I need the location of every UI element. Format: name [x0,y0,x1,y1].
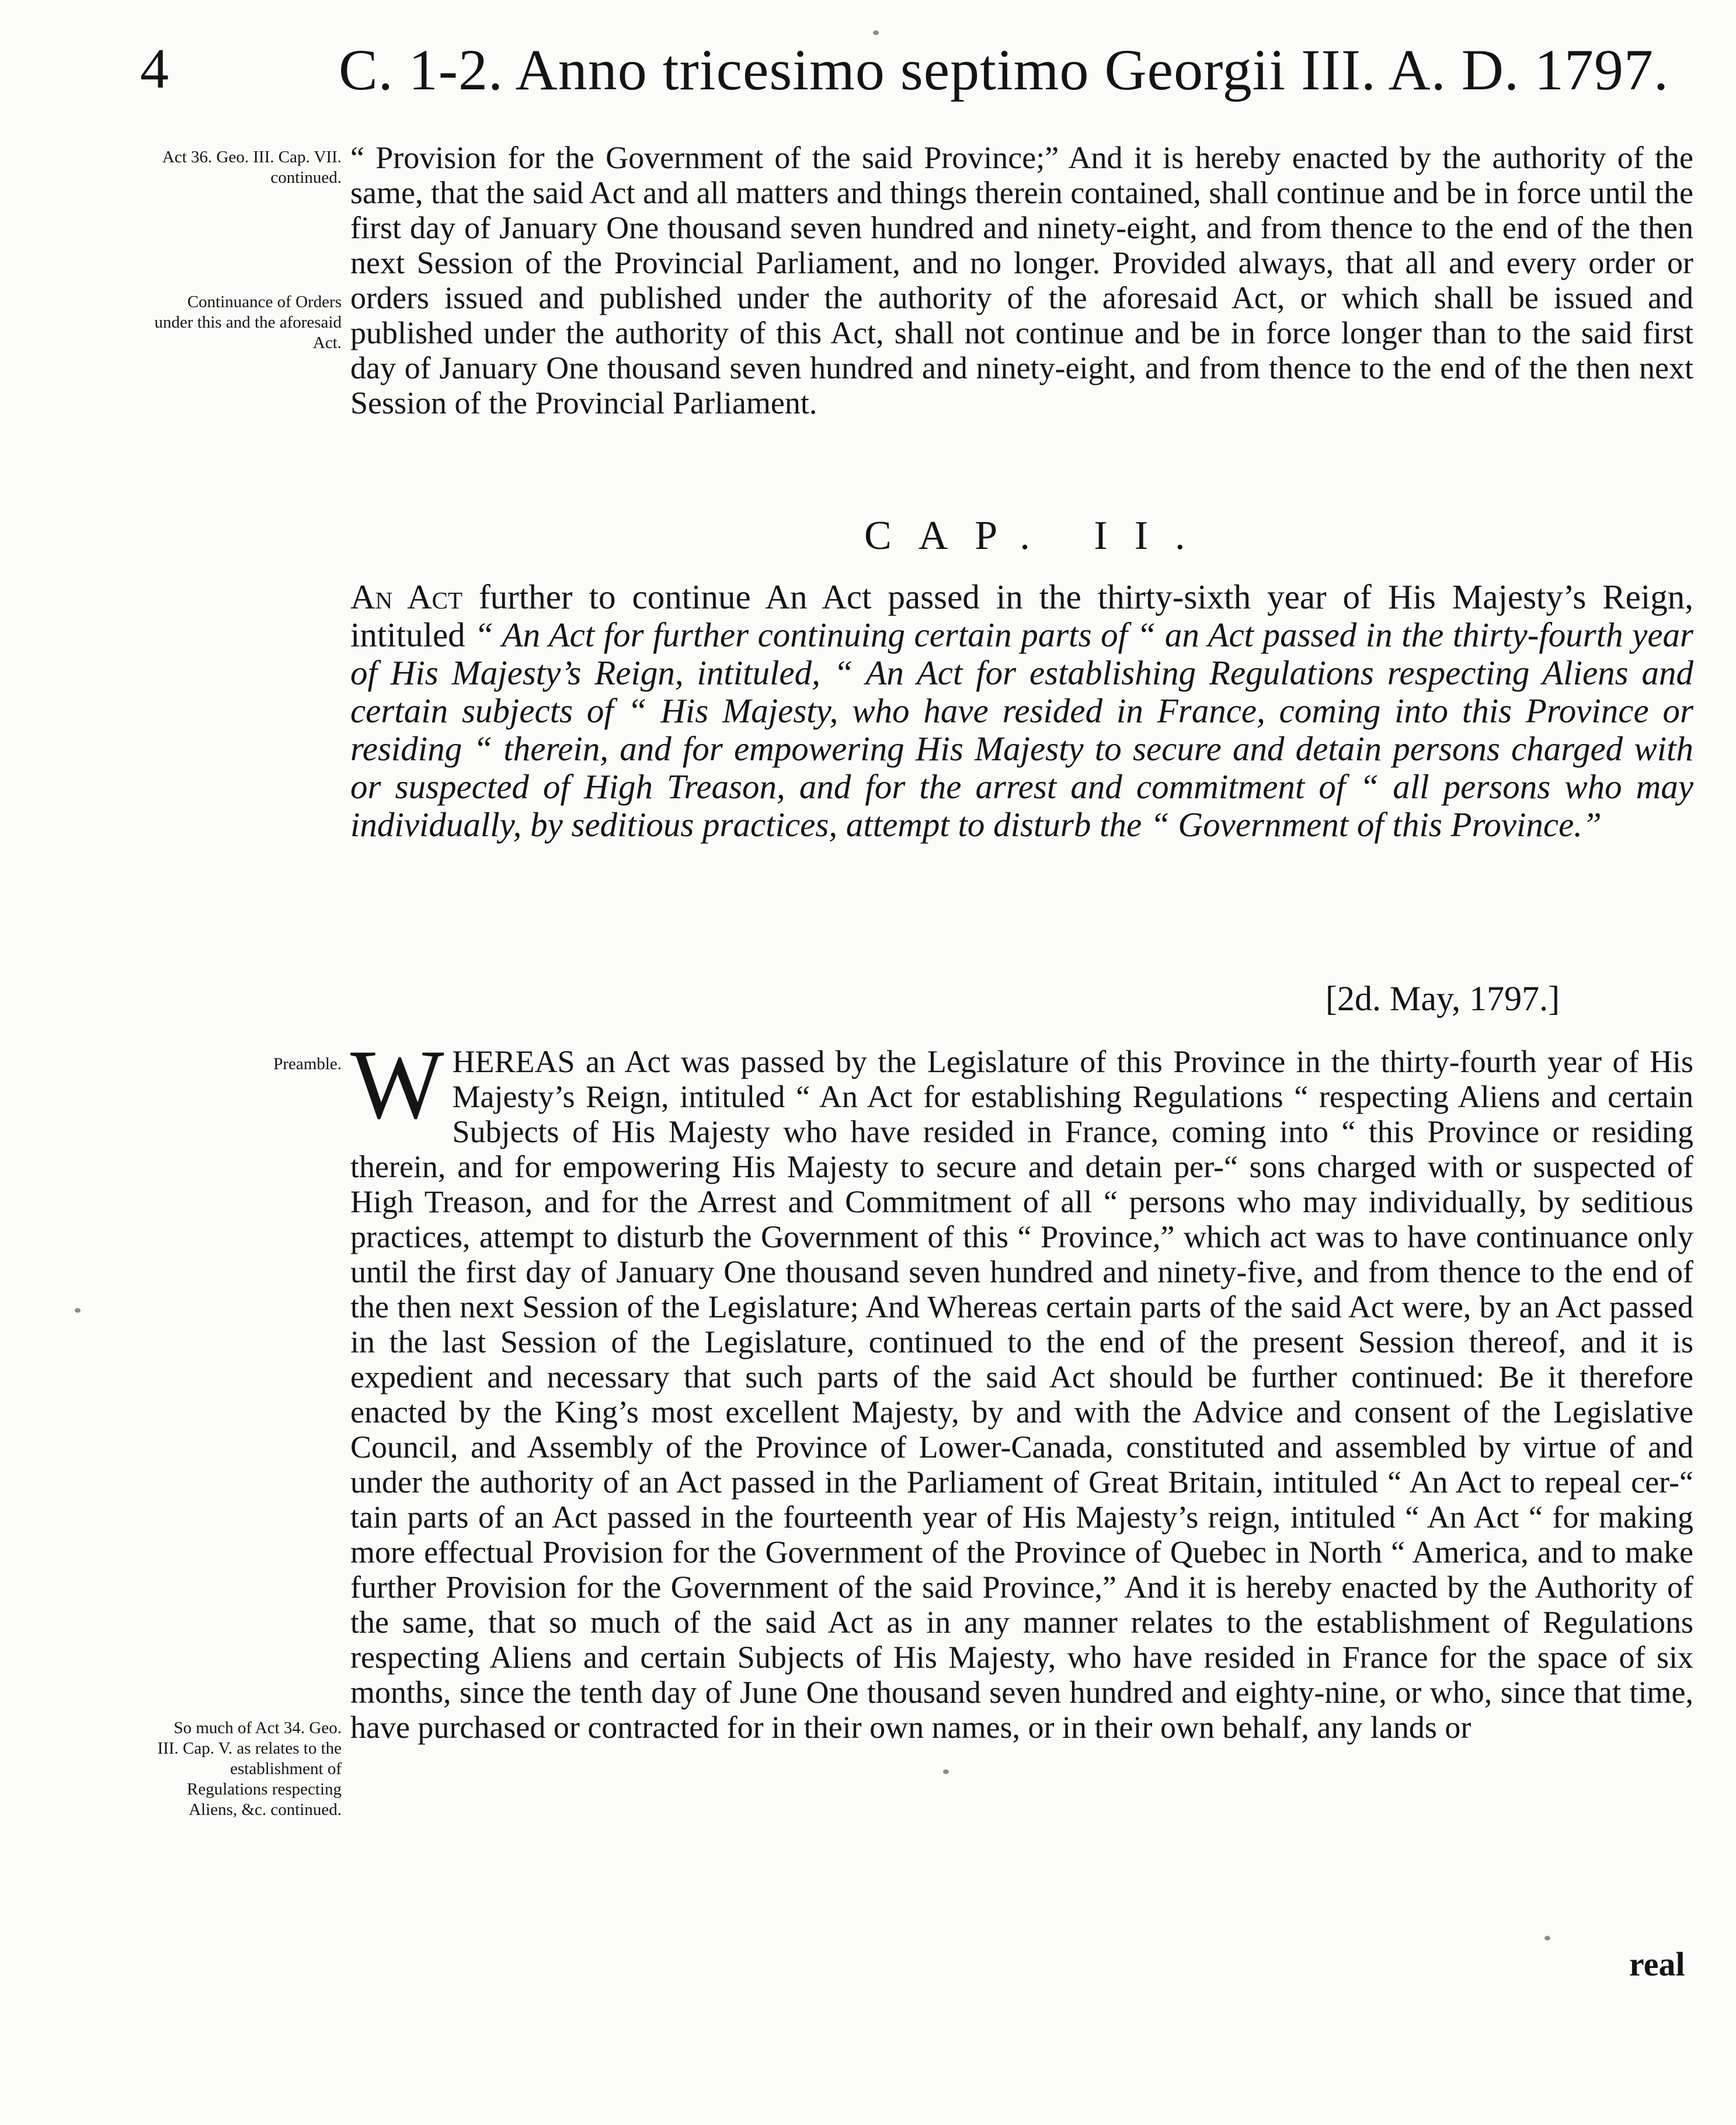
page-number: 4 [140,37,169,100]
scan-speck [75,1308,81,1313]
title-lead: An Act [350,578,462,616]
drop-cap: W [350,1030,444,1139]
scan-speck [1544,1936,1550,1940]
margin-note-act-36: Act 36. Geo. III. Cap. VII. continued. [162,148,342,187]
preamble-first-word: HEREAS [452,1044,575,1079]
margin-note-continuance: Continuance of Orders under this and the aforesaid Act. [154,293,342,352]
margin-note-so-much: So much of Act 34. Geo. III. Cap. V. as relates to the establishment of Regulations respecting Aliens, &c. continued. [157,1719,342,1819]
scan-speck [943,1769,949,1774]
running-head: C. 1-2. Anno tricesimo septimo Georgii III. A. D. 1797. [339,37,1669,102]
cap-1-continuation: “ Provision for the Government of the said Province;” And it is hereby enacted by the authority of the same, that the said Act and all matters and things therein contained, shall continue and be in force until the first day of January One thousand seven hundred and ninety-eight, and from thence to the end of the then next Session of the Provincial Parliament, and no longer. Provided always, that all and every order or orders issued and published under the authority of the aforesaid Act, or which shall be issued and published under the authority of this Act, shall not continue and be in force longer than to the said first day of January One thousand seven hundred and ninety-eight, and from thence to the end of the then next Session of the Provincial Parliament. [350,140,1693,420]
preamble-text: an Act was passed by the Legislature of this Province in the thirty-fourth year of His Majesty’s Reign, intituled “ An Act for establishing Regulations “ respecting Aliens and certain Subjects of His Majesty who have resided in France, coming into “ this Province or residing therein, and for empowering His Majesty to secure and detain per-“ sons charged with or suspected of High Treason, and for the Arrest and Commitment of all “ persons who may individually, by seditious practices, attempt to disturb the Government of this “ Province,” which act was to have continuance only until the first day of January One thousand seven hundred and ninety-five, and from thence to the end of the then next Session of the Legislature; And Whereas certain parts of the said Act were, by an Act passed in the last Session of the Legislature, continued to the end of the present Session thereof, and it is expedient and necessary that such parts of the said Act should be further continued: Be it therefore enacted by the King’s most excellent Majesty, by and with the Advice and consent of the Legislative Council, and Assembly of the Province of Lower-Canada, constituted and assembled by virtue of and under the authority of an Act passed in the Parliament of Great Britain, intituled “ An Act to repeal cer-“ tain parts of an Act passed in the fourteenth year of His Majesty’s reign, intituled “ An Act “ for making more effectual Provision for the Government of the Province of Quebec in North “ America, and to make further Provision for the Government of the said Province,” And it is hereby enacted by the Authority of the same, that so much of the said Act as in any manner relates to the establishment of Regulations respecting Aliens and certain Subjects of His Majesty, who have resided in France for the space of six months, since the tenth day of June One thousand seven hundred and eighty-nine, or who, since that time, have purchased or contracted for in their own names, or in their own behalf, any lands or [350,1044,1693,1745]
title-italic: “ An Act for further continuing certain parts of “ an Act passed in the thirty-fourth year of His Majesty’s Reign, intituled, “ An Act for establishing Regulations respecting Aliens and certain subjects of “ His Majesty, who have resided in France, coming into this Province or residing “ therein, and for empowering His Majesty to secure and detain persons charged with or suspected of High Treason, and for the arrest and commitment of “ all persons who may individually, by seditious practices, attempt to disturb the “ Government of this Province.” [350,615,1693,844]
cap-2-date: [2d. May, 1797.] [1326,979,1560,1018]
preamble-paragraph [350,1030,1693,1745]
catchword: real [1629,1945,1685,1983]
margin-note-preamble: Preamble. [273,1055,342,1073]
title-roman: further to continue An Act passed in the thirty-sixth year of His Majesty’s Reign, intituled [350,578,1693,654]
cap-2-heading: CAP. II. [864,513,1212,558]
page-header [140,36,1717,118]
scan-speck [873,30,879,35]
cap-2-title [350,578,1693,844]
